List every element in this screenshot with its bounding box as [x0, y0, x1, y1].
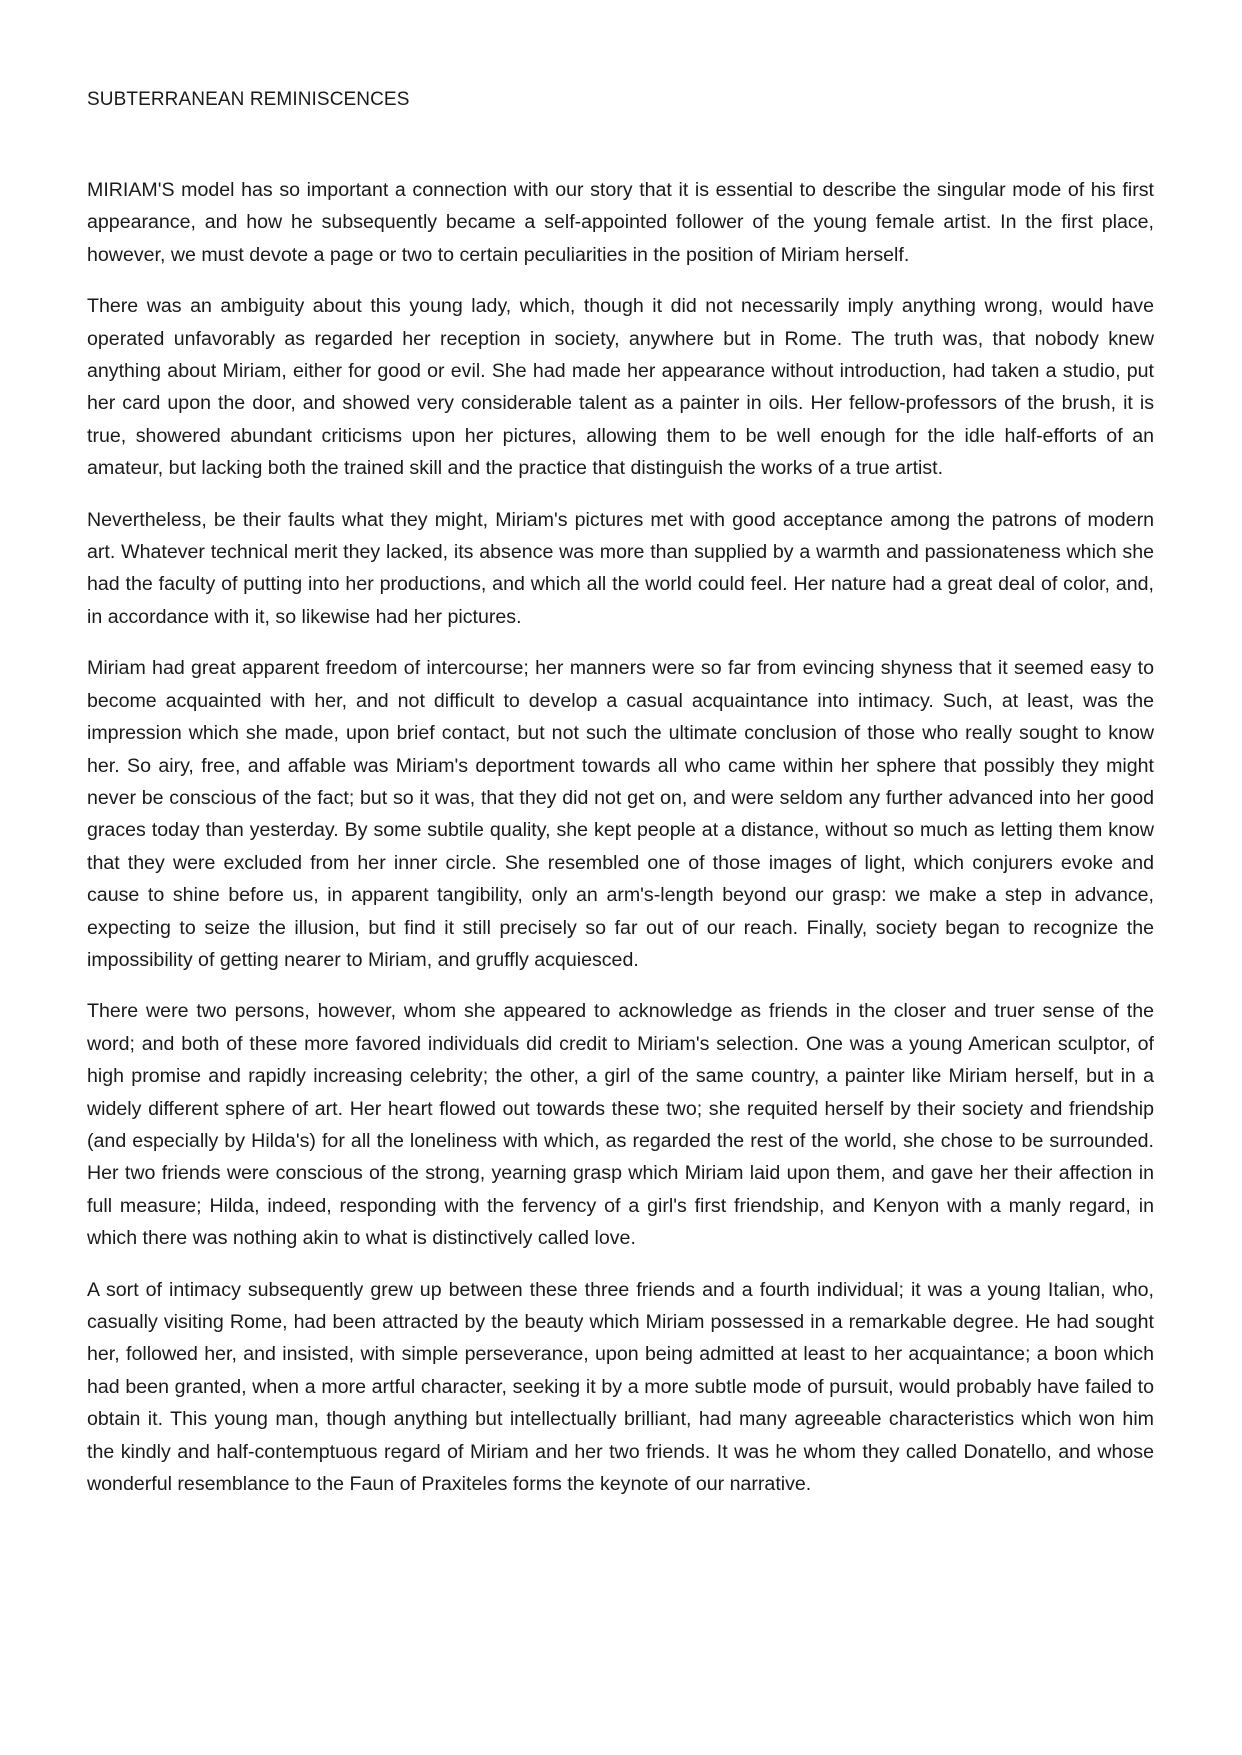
- paragraph-5: There were two persons, however, whom she appeared to acknowledge as friends in the closer and truer sense of the word; and both of these more favored individuals did credit to Miriam's selection. One was a young American sculptor, of high promise and rapidly increasing celebrity; the other, a girl of the same country, a painter like Miriam herself, but in a widely different sphere of art. Her heart flowed out towards these two; she requited herself by their society and friendship (and especially by Hilda's) for all the loneliness with which, as regarded the rest of the world, she chose to be surrounded. Her two friends were conscious of the strong, yearning grasp which Miriam laid upon them, and gave her their affection in full measure; Hilda, indeed, responding with the fervency of a girl's first friendship, and Kenyon with a manly regard, in which there was nothing akin to what is distinctively called love.: [87, 1000, 1154, 1250]
- paragraph-1: MIRIAM'S model has so important a connection with our story that it is essential to describe the singular mode of his first appearance, and how he subsequently became a self-appointed follower of the young female artist. In the first place, however, we must devote a page or two to certain peculiarities in the position of Miriam herself.: [87, 179, 1154, 266]
- paragraph-2: There was an ambiguity about this young lady, which, though it did not necessarily imply anything wrong, would have operated unfavorably as regarded her reception in society, anywhere but in Rome. The truth was, that nobody knew anything about Miriam, either for good or evil. She had made her appearance without introduction, had taken a studio, put her card upon the door, and showed very considerable talent as a painter in oils. Her fellow-professors of the brush, it is true, showered abundant criticisms upon her pictures, allowing them to be well enough for the idle half-efforts of an amateur, but lacking both the trained skill and the practice that distinguish the works of a true artist.: [87, 295, 1154, 480]
- paragraph-6: A sort of intimacy subsequently grew up between these three friends and a fourth individual; it was a young Italian, who, casually visiting Rome, had been attracted by the beauty which Miriam possessed in a remarkable degree. He had sought her, followed her, and insisted, with simple perseverance, upon being admitted at least to her acquaintance; a boon which had been granted, when a more artful character, seeking it by a more subtle mode of pursuit, would probably have failed to obtain it. This young man, though anything but intellectually brilliant, had many agreeable characteristics which won him the kindly and half-contemptuous regard of Miriam and her two friends. It was he whom they called Donatello, and whose wonderful resemblance to the Faun of Praxiteles forms the keynote of our narrative.: [87, 1278, 1154, 1496]
- chapter-title: SUBTERRANEAN REMINISCENCES: [87, 89, 410, 110]
- document-page: [87, 84, 1154, 1500]
- paragraph-4: Miriam had great apparent freedom of intercourse; her manners were so far from evincing shyness that it seemed easy to become acquainted with her, and not difficult to develop a casual acquaintance into intimacy. Such, at least, was the impression which she made, upon brief contact, but not such the ultimate conclusion of those who really sought to know her. So airy, free, and affable was Miriam's deportment towards all who came within her sphere that possibly they might never be conscious of the fact; but so it was, that they did not get on, and were seldom any further advanced into her good graces today than yesterday. By some subtile quality, she kept people at a distance, without so much as letting them know that they were excluded from her inner circle. She resembled one of those images of light, which conjurers evoke and cause to shine before us, in apparent tangibility, only an arm's-length beyond our grasp: we make a step in advance, expecting to seize the illusion, but find it still precisely so far out of our reach. Finally, society began to recognize the impossibility of getting nearer to Miriam, and gruffly acquiesced.: [87, 657, 1154, 971]
- paragraph-3: Nevertheless, be their faults what they might, Miriam's pictures met with good acceptance among the patrons of modern art. Whatever technical merit they lacked, its absence was more than supplied by a warmth and passionateness which she had the faculty of putting into her productions, and which all the world could feel. Her nature had a great deal of color, and, in accordance with it, so likewise had her pictures.: [87, 508, 1154, 628]
